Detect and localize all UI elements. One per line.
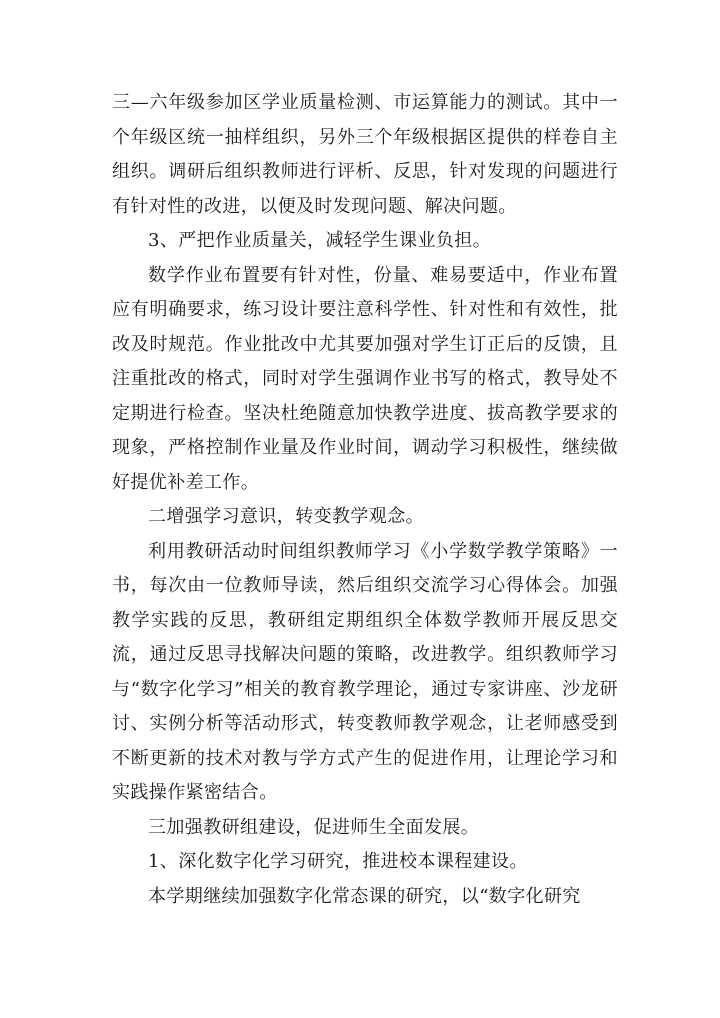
heading-homework-quality: 3、严把作业质量关，减轻学生课业负担。 bbox=[148, 230, 492, 251]
document-body bbox=[112, 86, 618, 914]
heading-research-group: 三加强教研组建设，促进师生全面发展。 bbox=[148, 816, 480, 838]
paragraph-teacher-study: 利用教研活动时间组织教师学习《小学数学教学策略》一书，每次由一位教师导读，然后组织交流学习心得体会。加强教学实践的反思，教研组定期组织全体数学教师开展反思交流，通过反思寻找解决问题的策略，改进教学。组织教师学习与“数字化学习”相关的教育教学理论，通过专家讲座、沙龙研讨、实例分析等活动形式，转变教师教学观念，让老师感受到不断更新的技术对教与学方式产生的促进作用，让理论学习和实践操作紧密结合。 bbox=[112, 540, 618, 803]
heading-digital-learning: 1、深化数字化学习研究，推进校本课程建设。 bbox=[148, 851, 528, 872]
paragraph-test-arrangement: 三—六年级参加区学业质量检测、市运算能力的测试。其中一个年级区统一抽样组织，另外三个年级根据区提供的样卷自主组织。调研后组织教师进行评析、反思，针对发现的问题进行有针对性的改进，以便及时发现问题、解决问题。 bbox=[112, 92, 618, 217]
paragraph-homework-requirements: 数学作业布置要有针对性，份量、难易要适中，作业布置应有明确要求，练习设计要注意科学性、针对性和有效性，批改及时规范。作业批改中尤其要加强对学生订正后的反馈，且注重批改的格式，同时对学生强调作业书写的格式，教导处不定期进行检查。坚决杜绝随意加快教学进度、拔高教学要求的现象，严格控制作业量及作业时间，调动学习积极性，继续做好提优补差工作。 bbox=[112, 264, 618, 493]
paragraph-digital-class-research: 本学期继续加强数字化常态课的研究，以“数字化研究 bbox=[148, 885, 581, 907]
heading-learning-awareness: 二增强学习意识，转变教学观念。 bbox=[148, 506, 424, 527]
